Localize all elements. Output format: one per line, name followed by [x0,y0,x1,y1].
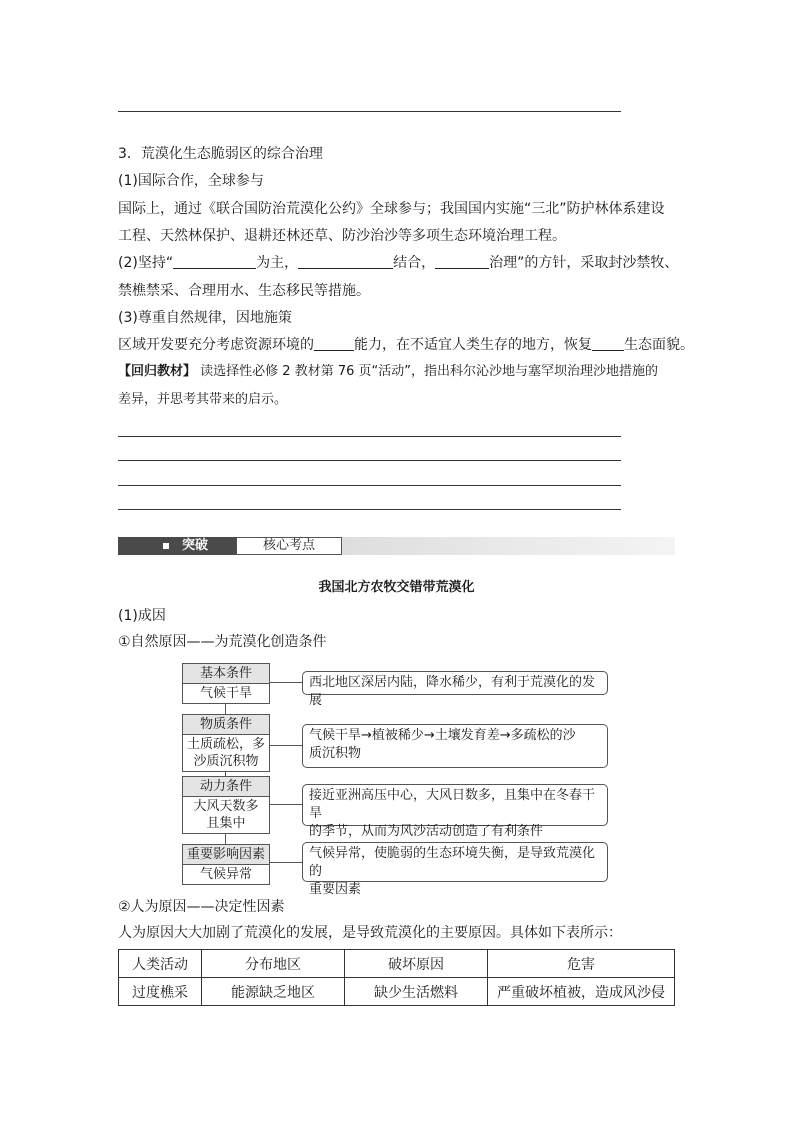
subheading-1: (1)国际合作，全球参与 [118,173,264,189]
table-cell: 缺少生活燃料 [345,978,488,1006]
connector [269,745,302,746]
blank-field[interactable] [298,254,393,269]
answer-line [118,460,621,461]
review-line: 差异，并思考其带来的启示。 [118,392,288,407]
description-line: 接近亚洲高压中心，大风日数多，且集中在冬春干旱 [309,788,596,821]
description-line: 质沉积物 [309,746,362,761]
condition-body: 气候异常 [199,867,252,882]
condition-description [302,724,608,768]
human-cause-heading: ②人为原因——决定性因素 [118,899,285,915]
answer-line [118,436,621,437]
human-activity-table [118,949,675,1006]
banner-left-label: 突破 [182,538,209,553]
description-line: 气候异常，使脆弱的生态环境失衡，是导致荒漠化的 [309,846,596,879]
condition-heading: 动力条件 [183,777,269,797]
paragraph-line: 禁樵禁采、合理用水、生态移民等措施。 [118,283,370,299]
text-fragment: 为主， [256,255,299,271]
connector [269,804,302,805]
condition-box [182,776,270,834]
fill-blank-line [118,335,694,355]
review-text: 读选择性必修 2 教材第 76 页“活动”，指出科尔沁沙地与塞罕坝治理沙地措施的 [200,364,658,379]
topic-title: 我国北方农牧交错带荒漠化 [318,580,475,595]
connector [269,682,302,683]
text-fragment: 区域开发要充分考虑资源环境的 [118,337,314,353]
table-header-cell: 分布地区 [202,950,345,978]
condition-description [302,842,608,897]
table-cell: 过度樵采 [119,978,202,1006]
connector [269,862,302,863]
description-line: 的季节，从而为风沙活动创造了有利条件 [309,824,544,839]
subheading-3: (3)尊重自然规律，因地施策 [118,310,292,326]
table-cell: 严重破坏植被，造成风沙侵 [488,978,675,1006]
answer-line [118,485,621,486]
review-line [118,362,658,382]
blank-field[interactable] [173,254,256,269]
table-header-cell: 人类活动 [119,950,202,978]
condition-heading: 物质条件 [183,715,269,735]
natural-cause-heading: ①自然原因——为荒漠化创造条件 [118,634,327,650]
text-fragment: 结合， [393,255,436,271]
section-banner [118,537,675,555]
banner-tab: 核心考点 [236,537,342,555]
text-fragment: (2)坚持“ [118,255,174,271]
table-header-cell: 危害 [488,950,675,978]
fill-blank-line [118,253,678,273]
body-line: 大风天数多 [193,799,259,814]
condition-box [182,844,270,885]
subheading-cause: (1)成因 [118,608,166,624]
table-header-row [119,950,675,978]
blank-field[interactable] [592,336,624,351]
square-bullet-icon [163,543,169,549]
blank-field[interactable] [435,254,489,269]
table-header-cell: 破坏原因 [345,950,488,978]
description-line: 气候干旱→植被稀少→土壤发育差→多疏松的沙 [309,728,576,743]
human-cause-description: 人为原因大大加剧了荒漠化的发展，是导致荒漠化的主要原因。具体如下表所示： [118,925,622,941]
body-line: 土质疏松，多 [186,737,265,752]
description-line: 西北地区深居内陆，降水稀少，有利于荒漠化的发展 [309,675,596,708]
answer-line [118,111,621,112]
banner-dark [118,537,236,555]
condition-body: 气候干旱 [199,686,252,701]
text-fragment: 治理”的方针，采取封沙禁牧、 [489,255,679,271]
condition-body [183,797,269,833]
condition-description [302,784,608,839]
section-title: 3．荒漠化生态脆弱区的综合治理 [118,146,323,162]
table-cell: 能源缺乏地区 [202,978,345,1006]
table-row [119,978,675,1006]
paragraph-line: 国际上，通过《联合国防治荒漠化公约》全球参与；我国国内实施“三北”防护林体系建设 [118,201,665,217]
review-tag: 【回归教材】 [118,364,197,379]
condition-box [182,714,270,772]
condition-description [302,671,608,708]
condition-heading: 重要影响因素 [183,845,269,865]
paragraph-line: 工程、天然林保护、退耕还林还草、防沙治沙等多项生态环境治理工程。 [118,228,566,244]
text-fragment: 生态面貌。 [624,337,694,353]
condition-box [182,663,270,704]
body-line: 且集中 [206,816,246,831]
condition-body [183,735,269,771]
body-line: 沙质沉积物 [193,754,259,769]
condition-heading: 基本条件 [183,664,269,684]
blank-field[interactable] [314,336,354,351]
text-fragment: 能力，在不适宜人类生存的地方，恢复 [354,337,592,353]
description-line: 重要因素 [309,882,362,897]
answer-line [118,509,621,510]
